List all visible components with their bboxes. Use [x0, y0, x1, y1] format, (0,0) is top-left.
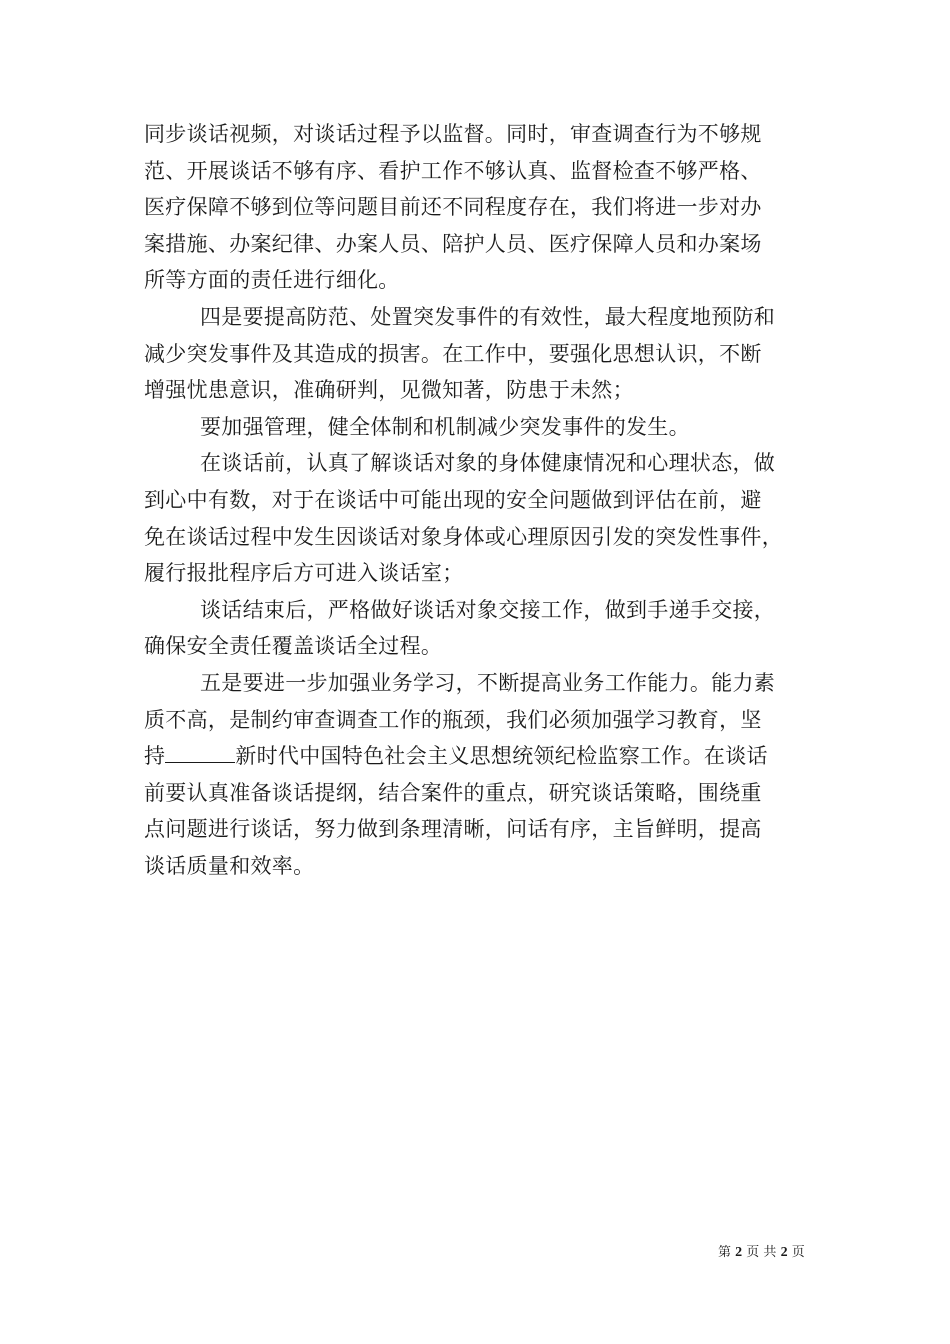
text-line: 同步谈话视频，对谈话过程予以监督。同时，审查调查行为不够规 [144, 122, 762, 146]
text-line: 履行报批程序后方可进入谈话室； [144, 561, 464, 586]
blank-underline [165, 742, 235, 763]
text-line: 前要认真准备谈话提纲，结合案件的重点，研究谈话策略，围绕重 [144, 780, 762, 805]
text-line: 点问题进行谈话，努力做到条理清晰，问话有序，主旨鲜明，提高 [144, 817, 762, 842]
text-line: 质不高，是制约审查调查工作的瓶颈，我们必须加强学习教育，坚 [144, 707, 762, 732]
paragraph-start-line: 谈话结束后，严格做好谈话对象交接工作，做到手递手交接， [200, 597, 776, 622]
text-line: 范、开展谈话不够有序、看护工作不够认真、监督检查不够严格、 [144, 158, 762, 183]
text-line: 免在谈话过程中发生因谈话对象身体或心理原因引发的突发性事件， [144, 524, 783, 549]
text-line: 医疗保障不够到位等问题目前还不同程度存在，我们将进一步对办 [144, 195, 762, 220]
page-footer [718, 1244, 805, 1262]
text-line: 谈话质量和效率。 [144, 853, 315, 878]
text-line: 减少突发事件及其造成的损害。在工作中，要强化思想认识，不断 [144, 341, 762, 366]
text-fragment: 持 [144, 744, 166, 769]
paragraph-start-line: 在谈话前，认真了解谈话对象的身体健康情况和心理状态，做 [200, 451, 776, 476]
text-line: 增强忧患意识，准确研判，见微知著，防患于未然； [144, 378, 634, 403]
paragraph-start-line: 五是要进一步加强业务学习，不断提高业务工作能力。能力素 [200, 670, 776, 695]
text-line: 确保安全责任覆盖谈话全过程。 [144, 634, 443, 659]
footer-prefix: 第 [718, 1245, 732, 1260]
paragraph-start-line: 四是要提高防范、处置突发事件的有效性，最大程度地预防和 [200, 304, 776, 329]
text-line-with-blank [144, 738, 814, 775]
footer-middle: 页 共 [746, 1245, 777, 1260]
total-page-number: 2 [780, 1245, 788, 1260]
current-page-number: 2 [735, 1245, 743, 1260]
document-body [144, 116, 814, 884]
paragraph-start-line: 要加强管理，健全体制和机制减少突发事件的发生。 [200, 414, 690, 439]
text-fragment: 新时代中国特色社会主义思想统领纪检监察工作。在谈话 [235, 744, 768, 769]
text-line: 到心中有数，对于在谈话中可能出现的安全问题做到评估在前，避 [144, 487, 762, 512]
footer-suffix: 页 [791, 1245, 805, 1260]
text-line: 所等方面的责任进行细化。 [144, 268, 400, 293]
text-line: 案措施、办案纪律、办案人员、陪护人员、医疗保障人员和办案场 [144, 231, 762, 256]
